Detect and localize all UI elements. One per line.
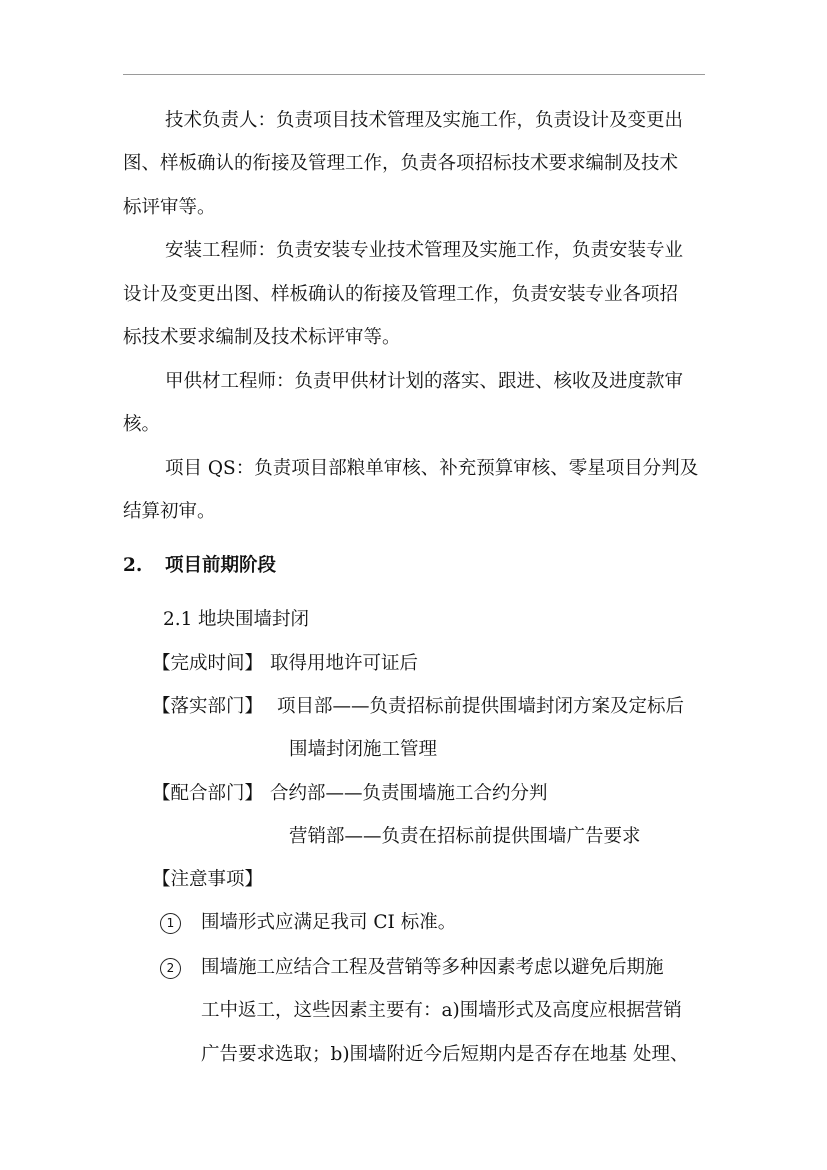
note-2-line-3: 广告要求选取；b)围墙附近今后短期内是否存在地基 处理、 — [201, 1044, 689, 1065]
cooperating-dept-label: 【配合部门】 — [152, 783, 264, 804]
cooperating-dept-line-2: 营销部——负责在招标前提供围墙广告要求 — [289, 826, 641, 847]
header-rule — [123, 74, 705, 75]
note-2-line-2: 工中返工，这些因素主要有：a)围墙形式及高度应根据营销 — [201, 1000, 682, 1021]
role-tech-line-2: 图、样板确认的衔接及管理工作，负责各项招标技术要求编制及技术 — [123, 153, 679, 174]
role-install-line-3: 标技术要求编制及技术标评审等。 — [123, 327, 401, 348]
subsection-title: 地块围墙封闭 — [198, 609, 310, 630]
role-install-line-2: 设计及变更出图、样板确认的衔接及管理工作，负责安装专业各项招 — [123, 284, 679, 305]
role-install-line-1: 安装工程师：负责安装专业技术管理及实施工作，负责安装专业 — [165, 240, 684, 261]
role-tech-line-3: 标评审等。 — [123, 197, 216, 218]
completion-time-label: 【完成时间】 — [152, 653, 264, 674]
role-tech-line-1: 技术负责人：负责项目技术管理及实施工作，负责设计及变更出 — [165, 110, 684, 131]
cooperating-dept-line-1: 合约部——负责围墙施工合约分判 — [270, 783, 548, 804]
notes-label: 【注意事项】 — [152, 869, 264, 890]
role-qs-line-2: 结算初审。 — [123, 501, 216, 522]
implementing-dept-line-1: 项目部——负责招标前提供围墙封闭方案及定标后 — [277, 696, 685, 717]
note-1-line-1: 围墙形式应满足我司 CI 标准。 — [201, 912, 457, 933]
circled-number-2: 2 — [160, 958, 181, 979]
note-2-line-1: 围墙施工应结合工程及营销等多种因素考虑以避免后期施 — [201, 957, 664, 978]
note-2-marker — [160, 957, 181, 979]
completion-time-value: 取得用地许可证后 — [270, 653, 419, 674]
implementing-dept-line-2: 围墙封闭施工管理 — [289, 739, 438, 760]
role-qs-line-1: 项目 QS：负责项目部粮单审核、补充预算审核、零星项目分判及 — [165, 458, 699, 479]
role-material-line-1: 甲供材工程师：负责甲供材计划的落实、跟进、核收及进度款审 — [165, 371, 684, 392]
subsection-number: 2.1 — [163, 609, 193, 630]
circled-number-1: 1 — [160, 913, 181, 934]
role-material-line-2: 核。 — [123, 414, 161, 435]
section-number: 2. — [123, 555, 143, 576]
note-1-marker — [160, 912, 181, 934]
implementing-dept-label: 【落实部门】 — [152, 696, 264, 717]
section-title: 项目前期阶段 — [165, 555, 277, 576]
